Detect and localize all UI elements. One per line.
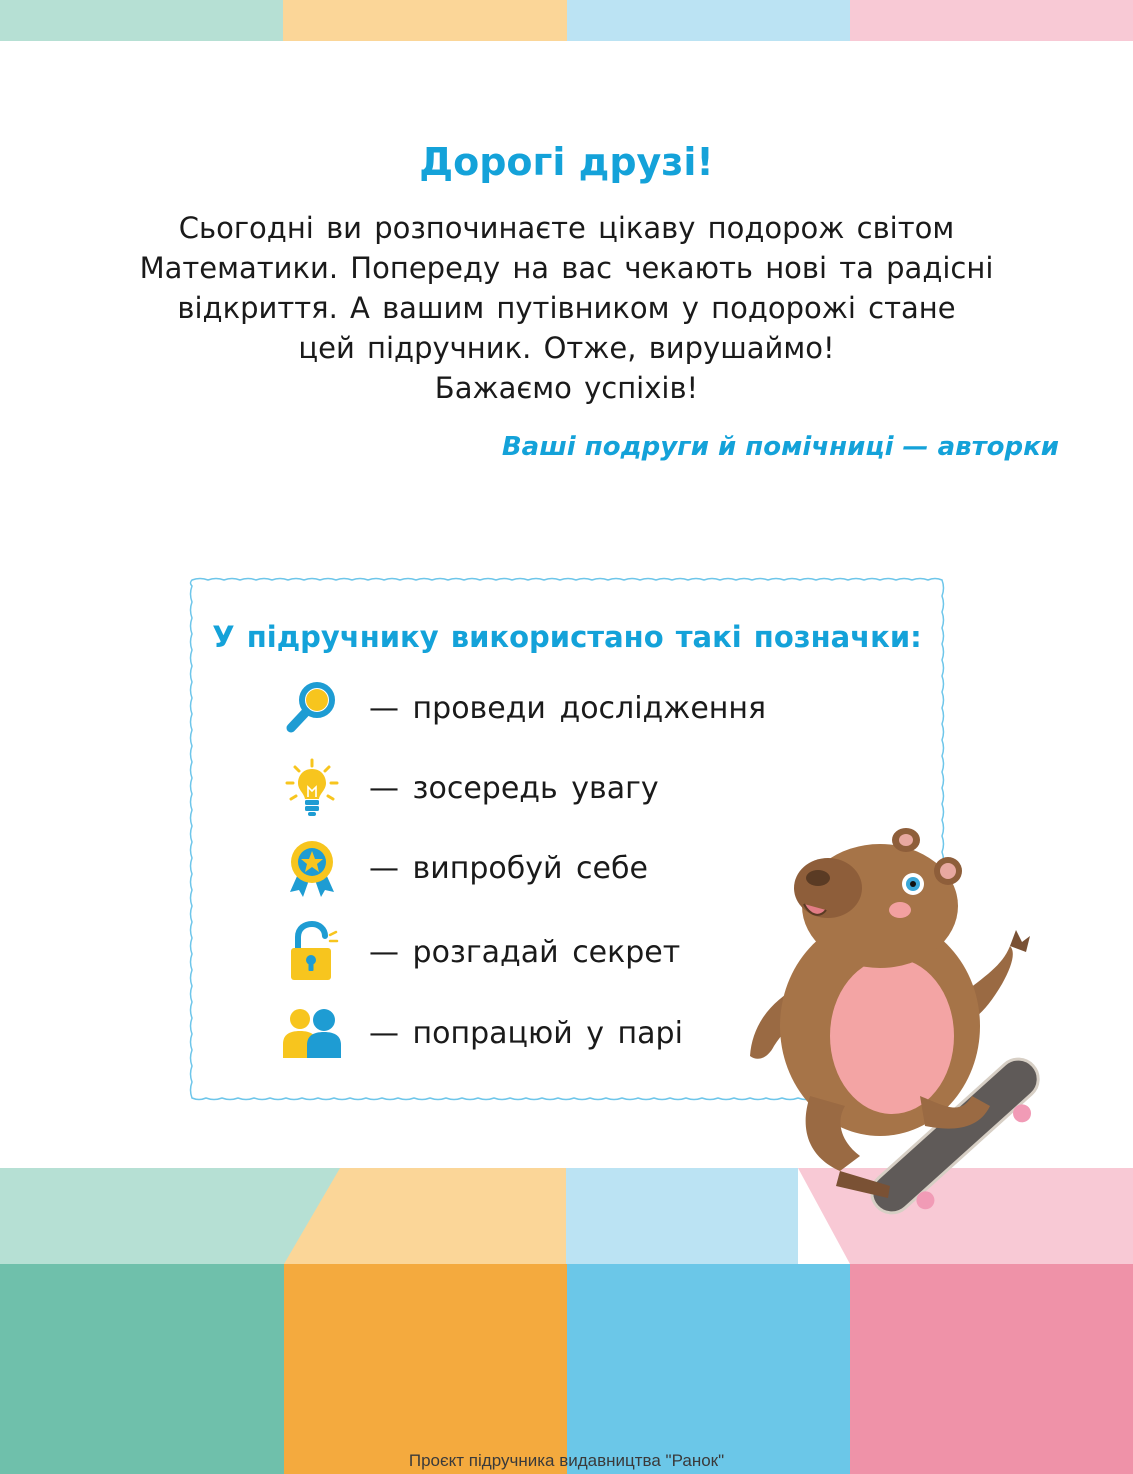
top-color-band (0, 0, 1133, 41)
signature: Ваші подруги й помічниці — авторки (501, 432, 1059, 462)
greeting-line: відкриття. А вашим путівником у подорожі стане (177, 291, 956, 325)
greeting-line: Сьогодні ви розпочинаєте цікаву подорож світом (178, 211, 955, 245)
legend-item-secret (281, 921, 680, 983)
legend-label: — проведи дослідження (369, 690, 767, 726)
legend-title: У підручнику використано такі позначки: (212, 620, 922, 654)
magnifier-icon (281, 677, 343, 739)
footer-note: Проєкт підручника видавництва "Ранок" (408, 1451, 725, 1470)
legend-label: — розгадай секрет (369, 934, 681, 970)
legend-label: — зосередь увагу (369, 770, 659, 806)
greeting-body (100, 208, 1033, 408)
top-band-green (0, 0, 283, 41)
legend-item-test-yourself (281, 837, 648, 899)
medal-icon (281, 837, 343, 899)
greeting-line: Бажаємо успіхів! (434, 371, 699, 405)
greeting-line: цей підручник. Отже, вирушаймо! (298, 331, 835, 365)
top-band-orange (283, 0, 566, 41)
legend-label: — попрацюй у парі (369, 1015, 683, 1051)
greeting-title: Дорогі друзі! (419, 140, 714, 184)
legend-item-pair-work (281, 1002, 683, 1064)
lightbulb-icon (281, 757, 343, 819)
legend-label: — випробуй себе (369, 850, 648, 886)
top-band-pink (850, 0, 1133, 41)
pair-icon (281, 1002, 343, 1064)
padlock-icon (281, 921, 343, 983)
greeting-line: Математики. Попереду на вас чекають нові та радісні (139, 251, 994, 285)
legend-item-research (281, 677, 766, 739)
capybara-skateboard-illustration (740, 826, 1070, 1246)
legend-item-attention (281, 757, 659, 819)
top-band-blue (567, 0, 850, 41)
